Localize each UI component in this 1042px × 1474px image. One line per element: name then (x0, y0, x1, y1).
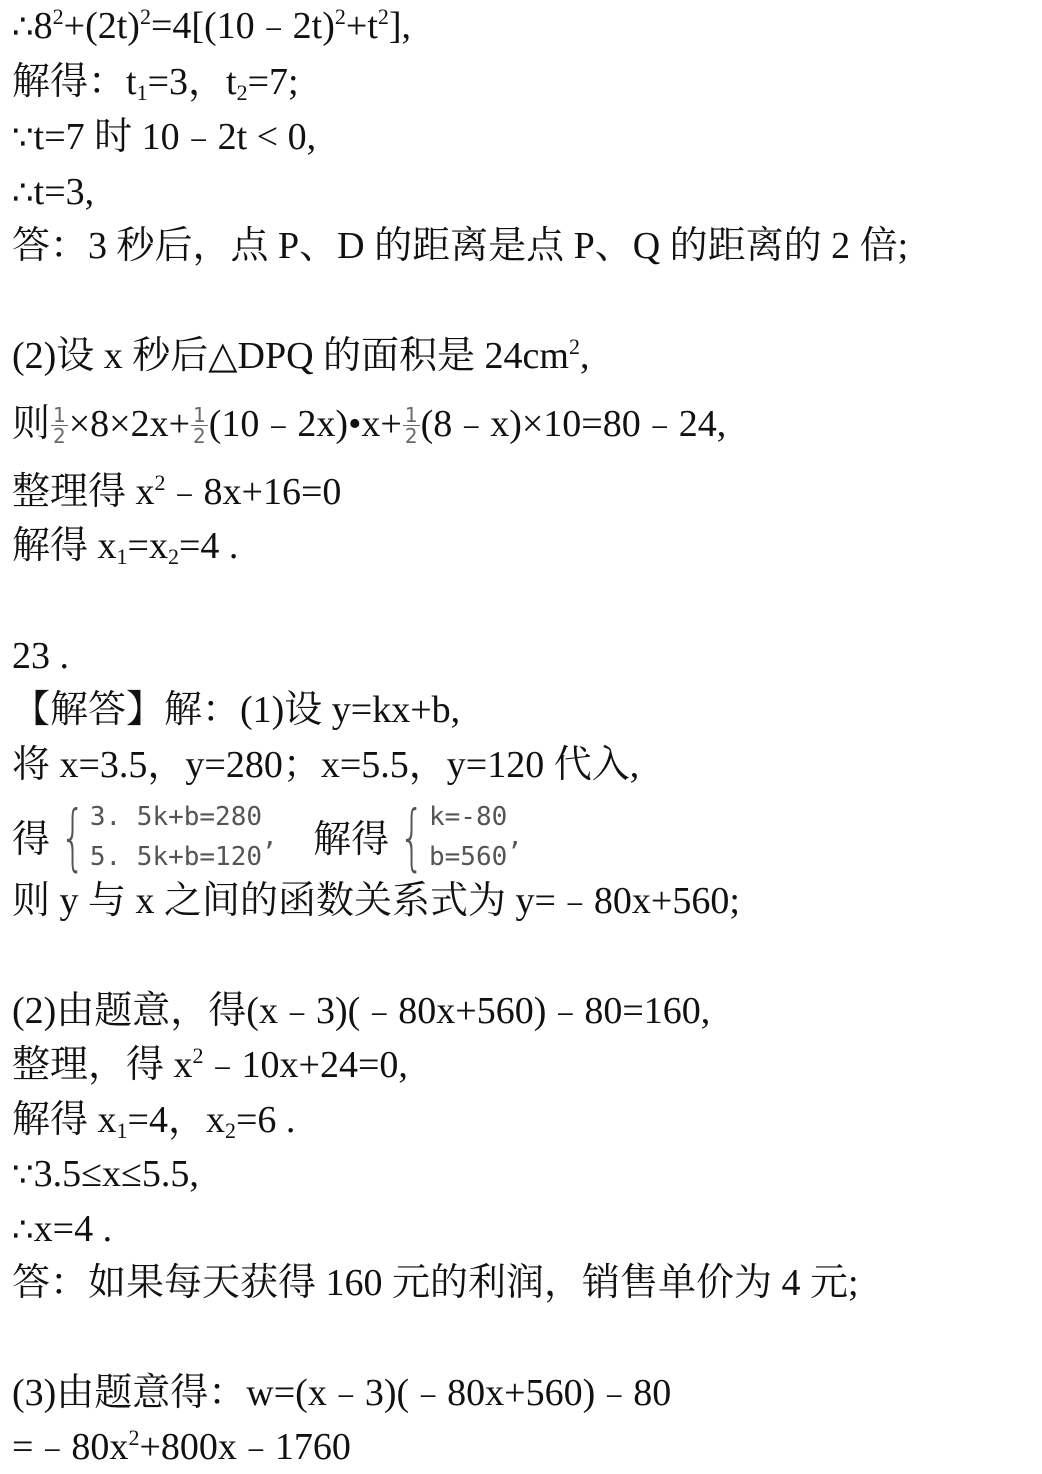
substitute-line: 将 x=3.5，y=280；x=5.5，y=120 代入, (12, 744, 640, 786)
range-line: ∵3.5≤x≤5.5, (12, 1153, 199, 1195)
equation-system: { 3. 5k+b=280 5. 5k+b=120 , (60, 795, 278, 880)
part2-equation-line: (2)由题意，得(x﹣3)(﹣80x+560)﹣80=160, (12, 990, 711, 1032)
because-symbol: ∵ (12, 1155, 34, 1195)
question-number: 23 . (12, 635, 69, 677)
condition-line: ∵t=7 时 10﹣2t < 0, (12, 116, 317, 158)
expand-line: $=﹣80x^2+800x﹣1760$ (12, 1425, 351, 1468)
left-brace-icon: { (399, 795, 425, 880)
half-fraction: $\frac{1}{2}$ (404, 402, 418, 448)
part2-intro-line: (2)设 x 秒后△DPQ 的面积是 $24cm^2$, (12, 334, 590, 377)
solve-line: 解得：$t_1=3$，$t_2=7$; (12, 61, 299, 105)
because-symbol: ∵ (12, 118, 34, 158)
part3-equation-line: (3)由题意得：w=(x﹣3)(﹣80x+560)﹣80 (12, 1372, 672, 1414)
half-fraction: $\frac{1}{2}$ (193, 402, 206, 448)
area-equation-line: 则 $\frac{1}{2}$ ×8×2x+ $\frac{1}{2}$ (10﹣2x)•x+ $\frac{1}{2}$ (8﹣x)×10=80﹣24, (12, 402, 727, 448)
relation-line: 则 y 与 x 之间的函数关系式为 y=﹣80x+560; (12, 880, 740, 922)
conclusion-line: ∴t=3, (12, 171, 95, 213)
arrange-line: 整理，得 $x^2﹣10x+24=0$, (12, 1043, 408, 1086)
system-line: 得 { 3. 5k+b=280 5. 5k+b=120 , 解得 { k=-80 b=560 , (12, 795, 523, 880)
answer-line: 答：如果每天获得 160 元的利润，销售单价为 4 元; (12, 1262, 859, 1304)
left-brace-icon: { (60, 795, 86, 880)
therefore-symbol: ∴ (12, 7, 34, 47)
solve-line: 解得 $x_1=4$，$x_2=6$ . (12, 1099, 296, 1143)
solution-system: { k=-80 b=560 , (399, 795, 523, 880)
therefore-symbol: ∴ (12, 1210, 34, 1250)
solve-line: 解得 $x_1=x_2=4$ . (12, 525, 239, 569)
conclusion-line: ∴x=4 . (12, 1208, 113, 1250)
therefore-symbol: ∴ (12, 173, 34, 213)
answer-header-line: 【解答】解：(1)设 y=kx+b, (12, 689, 461, 731)
answer-line: 答：3 秒后，点 P、D 的距离是点 P、Q 的距离的 2 倍; (12, 225, 909, 267)
arrange-line: 整理得 $x^2﹣8x+16=0$ (12, 470, 342, 513)
equation-line: $\therefore 8^2+(2t)^2=4[(10﹣2t)^2+t^2]$, (12, 4, 412, 47)
half-fraction: $\frac{1}{2}$ (53, 402, 66, 448)
